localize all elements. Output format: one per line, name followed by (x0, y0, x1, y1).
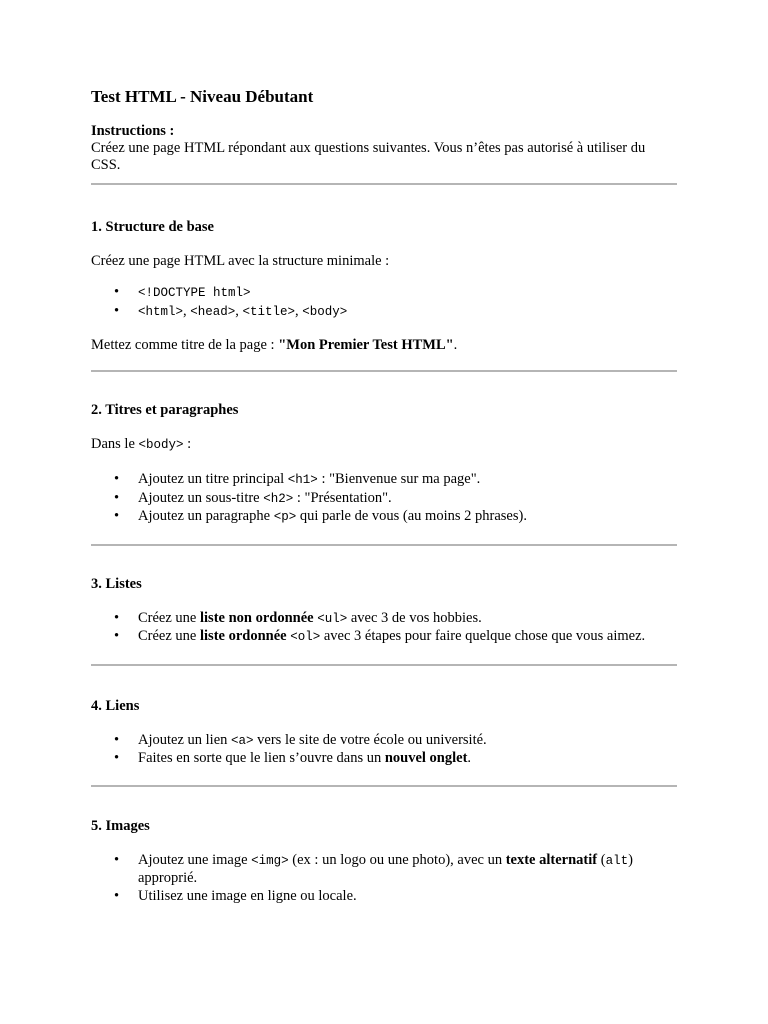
section-heading: 2. Titres et paragraphes (91, 402, 239, 418)
bold-text: nouvel onglet (384, 750, 468, 766)
separator: , (183, 302, 191, 319)
list-item (138, 852, 677, 888)
section-divider (91, 664, 677, 666)
list-item (138, 750, 677, 768)
separator: , (235, 302, 243, 319)
list-item (138, 610, 677, 629)
list-item (138, 508, 677, 527)
section-heading: 4. Liens (91, 697, 140, 714)
document-page (91, 87, 677, 905)
code-p: <p> (273, 510, 297, 524)
code-h2: <h2> (263, 491, 294, 506)
separator: , (295, 302, 303, 319)
instructions-label: Instructions : (91, 123, 175, 139)
code-ol: <ol> (290, 630, 321, 644)
text: (ex : un logo ou une photo), avec un (288, 851, 506, 868)
text: : (183, 436, 192, 452)
text: ) approprié. (138, 851, 633, 886)
bullet-list (91, 732, 677, 768)
list-item (138, 888, 677, 906)
code-head: <head> (190, 304, 236, 319)
list-item (138, 303, 677, 322)
document-title: Test HTML - Niveau Débutant (91, 87, 314, 106)
code-h1: <h1> (287, 473, 318, 487)
text: Ajoutez une image (138, 851, 252, 868)
list-item (138, 471, 677, 490)
code-body: <body> (302, 304, 348, 319)
section-links (91, 698, 677, 768)
code-html: <html> (138, 304, 184, 319)
bold-text: texte alternatif (505, 851, 598, 868)
text: Créez une (138, 609, 200, 626)
section-headings (91, 402, 677, 527)
text: Ajoutez un sous-titre (138, 489, 264, 506)
list-item (138, 732, 677, 751)
text: avec 3 étapes pour faire quelque chose que vous aimez. (320, 628, 646, 644)
list-item (138, 628, 677, 647)
text: Faites en sorte que le lien s’ouvre dans un (138, 750, 385, 766)
bullet-list (91, 284, 677, 321)
text: qui parle de vous (au moins 2 phrases). (296, 508, 527, 524)
section-heading: 3. Listes (91, 575, 142, 592)
section-intro: Créez une page HTML avec la structure minimale : (91, 253, 390, 269)
text: Dans le (91, 436, 139, 452)
text: Ajoutez un paragraphe (138, 508, 274, 524)
code-body: <body> (138, 438, 184, 452)
text: ( (597, 851, 606, 868)
section-lists (91, 576, 677, 647)
code-img: <img> (251, 853, 289, 868)
section-divider (91, 785, 677, 787)
instructions-block (91, 123, 677, 174)
text: vers le site de votre école ou université. (253, 731, 487, 748)
section-images (91, 818, 677, 906)
code-alt: alt (605, 853, 629, 868)
bold-text: liste non ordonnée (200, 609, 314, 626)
bullet-list (91, 610, 677, 647)
code-ul: <ul> (317, 611, 348, 626)
section-structure (91, 219, 677, 354)
code-doctype: <!DOCTYPE html> (138, 286, 251, 300)
bullet-list (91, 471, 677, 527)
code-title: <title> (242, 304, 296, 319)
text: . (467, 750, 472, 766)
text: Utilisez une image en ligne ou locale. (138, 887, 357, 904)
text: Ajoutez un lien (138, 731, 232, 748)
section-divider (91, 544, 677, 546)
code-a: <a> (231, 733, 254, 748)
section-heading: 1. Structure de base (91, 219, 214, 235)
text: Mettez comme titre de la page : (91, 337, 279, 353)
bullet-list (91, 852, 677, 906)
section-intro (91, 436, 677, 454)
list-item (138, 284, 677, 303)
instructions-text: Créez une page HTML répondant aux questions suivantes. Vous n’êtes pas autorisé à utiliser du CSS. (91, 140, 646, 173)
text: : "Bienvenue sur ma page". (317, 471, 481, 487)
section-outro (91, 337, 677, 354)
section-divider (91, 370, 677, 372)
section-heading: 5. Images (91, 817, 150, 834)
text: : "Présentation". (293, 489, 392, 506)
page-title-value: "Mon Premier Test HTML" (278, 337, 454, 353)
bold-text: liste ordonnée (200, 628, 287, 644)
text: Créez une (138, 628, 200, 644)
text: Ajoutez un titre principal (138, 471, 288, 487)
section-divider (91, 183, 677, 185)
list-item (138, 490, 677, 509)
text: . (453, 337, 458, 353)
text: avec 3 de vos hobbies. (347, 609, 482, 626)
